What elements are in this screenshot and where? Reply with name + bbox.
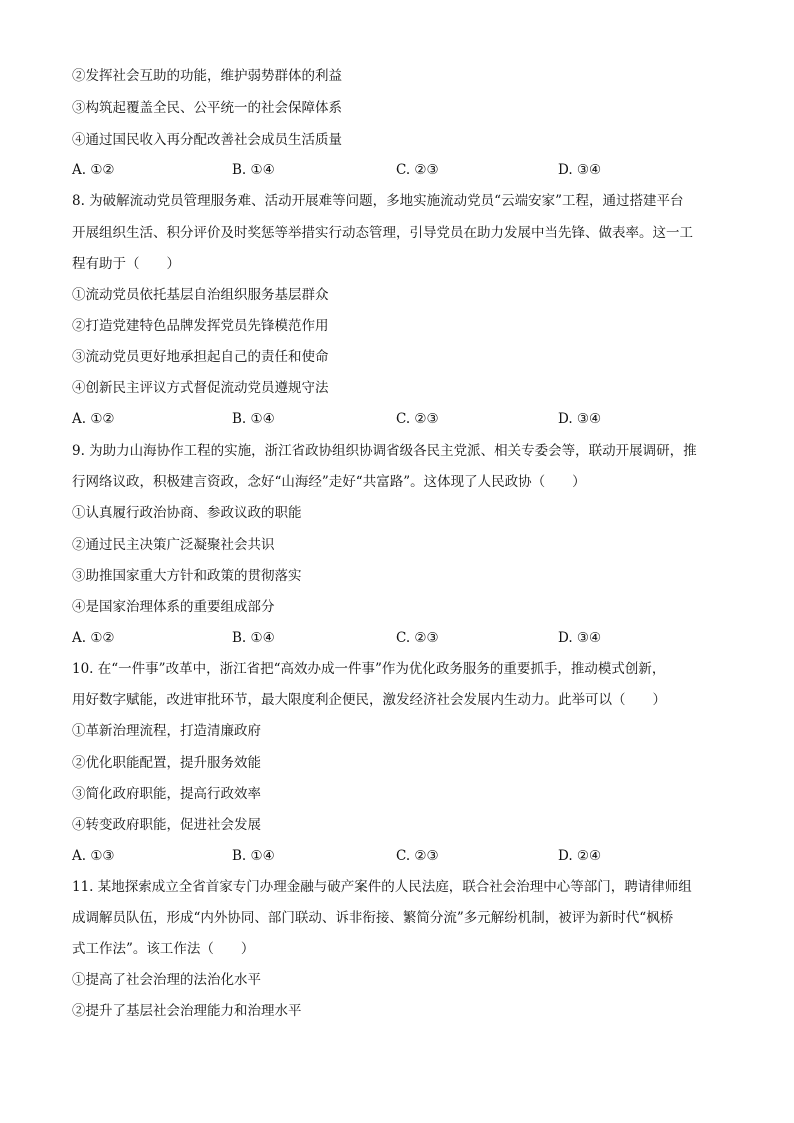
q8-stem-line-3: 程有助于（ ） [72, 256, 180, 272]
q9-choice-c[interactable]: C. ②③ [396, 630, 439, 646]
q8-choice-a[interactable]: A. ①② [72, 411, 115, 427]
q9-option-3: ③助推国家重大方针和政策的贯彻落实 [72, 568, 302, 584]
q10-option-1: ①革新治理流程，打造清廉政府 [72, 723, 261, 739]
q7-choice-a[interactable]: A. ①② [72, 162, 115, 178]
q11-stem-line-3: 式工作法”。该工作法（ ） [72, 941, 255, 957]
q9-choice-d[interactable]: D. ③④ [558, 630, 602, 646]
q9-choice-b[interactable]: B. ①④ [232, 630, 275, 646]
q10-choice-a[interactable]: A. ①③ [72, 848, 115, 864]
q9-option-2: ②通过民主决策广泛凝聚社会共识 [72, 537, 275, 553]
q11-option-2: ②提升了基层社会治理能力和治理水平 [72, 1003, 302, 1019]
q8-option-2: ②打造党建特色品牌发挥党员先锋模范作用 [72, 318, 329, 334]
q9-stem-line-1: 9. 为助力山海协作工程的实施，浙江省政协组织协调省级各民主党派、相关专委会等，联动开展调研，推 [72, 443, 697, 459]
q11-stem-line-1: 11. 某地探索成立全省首家专门办理金融与破产案件的人民法庭，联合社会治理中心等部门，聘请律师组 [72, 879, 692, 895]
q8-option-4: ④创新民主评议方式督促流动党员遵规守法 [72, 380, 329, 396]
q8-option-1: ①流动党员依托基层自治组织服务基层群众 [72, 287, 329, 303]
q10-option-4: ④转变政府职能，促进社会发展 [72, 817, 261, 833]
q7-choice-c[interactable]: C. ②③ [396, 162, 439, 178]
q10-stem-line-2: 用好数字赋能，改进审批环节，最大限度利企便民，激发经济社会发展内生动力。此举可以（ ） [72, 692, 666, 708]
q11-option-1: ①提高了社会治理的法治化水平 [72, 972, 261, 988]
q8-stem-line-1: 8. 为破解流动党员管理服务难、活动开展难等问题，多地实施流动党员“云端安家”工程，通过搭建平台 [72, 193, 684, 209]
q9-option-1: ①认真履行政治协商、参政议政的职能 [72, 505, 302, 521]
q10-option-2: ②优化职能配置，提升服务效能 [72, 755, 261, 771]
q8-choice-b[interactable]: B. ①④ [232, 411, 275, 427]
q9-choices [72, 629, 732, 647]
q10-choice-d[interactable]: D. ②④ [558, 848, 602, 864]
q7-choice-d[interactable]: D. ③④ [558, 162, 602, 178]
q9-option-4: ④是国家治理体系的重要组成部分 [72, 599, 275, 615]
q10-choices [72, 847, 732, 865]
q10-option-3: ③简化政府职能，提高行政效率 [72, 786, 261, 802]
q7-option-3: ③构筑起覆盖全民、公平统一的社会保障体系 [72, 100, 342, 116]
q9-stem-line-2: 行网络议政，积极建言资政，念好“山海经”走好“共富路”。这体现了人民政协（ ） [72, 474, 586, 490]
q9-choice-a[interactable]: A. ①② [72, 630, 115, 646]
q8-choices [72, 410, 732, 428]
q10-choice-c[interactable]: C. ②③ [396, 848, 439, 864]
q8-stem-line-2: 开展组织生活、积分评价及时奖惩等举措实行动态管理，引导党员在助力发展中当先锋、做表率。这一工 [72, 225, 693, 241]
q7-choice-b[interactable]: B. ①④ [232, 162, 275, 178]
q7-option-4: ④通过国民收入再分配改善社会成员生活质量 [72, 132, 342, 148]
q11-stem-line-2: 成调解员队伍，形成“内外协同、部门联动、诉非衔接、繁简分流”多元解纷机制，被评为新时代“枫桥 [72, 910, 674, 926]
q8-choice-c[interactable]: C. ②③ [396, 411, 439, 427]
q8-choice-d[interactable]: D. ③④ [558, 411, 602, 427]
q7-option-2: ②发挥社会互助的功能，维护弱势群体的利益 [72, 68, 342, 84]
q10-choice-b[interactable]: B. ①④ [232, 848, 275, 864]
q10-stem-line-1: 10. 在“一件事”改革中，浙江省把“高效办成一件事”作为优化政务服务的重要抓手，推动模式创新， [72, 661, 666, 677]
q7-choices [72, 161, 732, 179]
q8-option-3: ③流动党员更好地承担起自己的责任和使命 [72, 349, 329, 365]
